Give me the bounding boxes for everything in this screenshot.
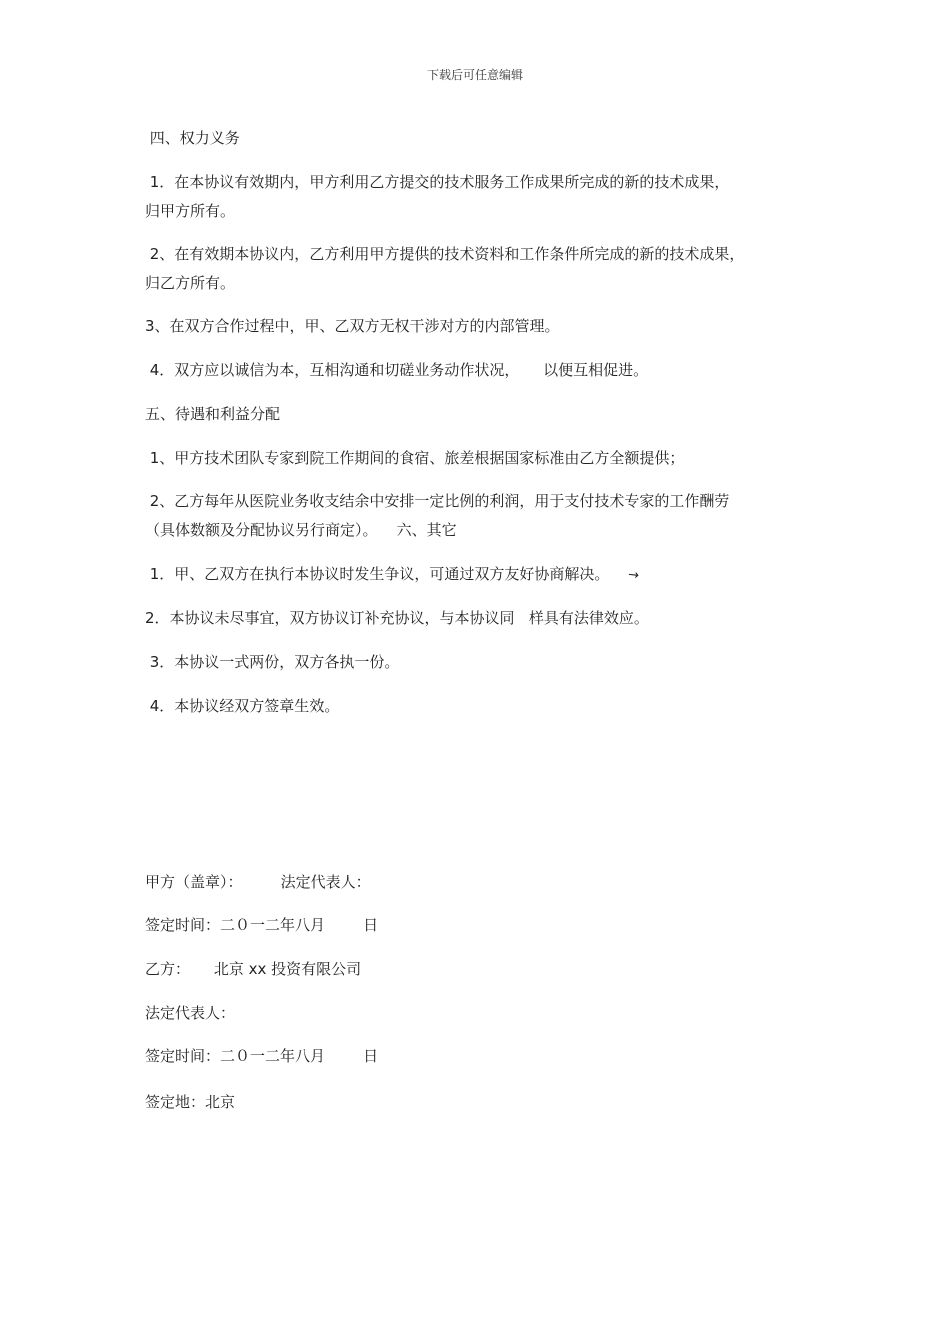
arrow-icon: →: [627, 567, 641, 584]
section-6-item-1: [145, 564, 639, 586]
section-4-item-3: 3、在双方合作过程中，甲、乙双方无权干涉对方的内部管理。: [145, 317, 560, 335]
section-4-item-2-line-1: 2、在有效期本协议内，乙方利用甲方提供的技术资料和工作条件所完成的新的技术成果，: [145, 245, 745, 263]
section-4-title: 四、权力义务: [145, 129, 240, 147]
section-6-item-1-text: 1．甲、乙双方在执行本协议时发生争议，可通过双方友好协商解决。: [145, 565, 629, 583]
sign-date-a: 签定时间：二０一二年八月 日: [145, 916, 379, 934]
section-5-item-2-line-1: 2、乙方每年从医院业务收支结余中安排一定比例的利润，用于支付技术专家的工作酬劳: [145, 492, 730, 510]
sign-place: 签定地：北京: [145, 1093, 236, 1111]
legal-representative-b: 法定代表人：: [145, 1004, 236, 1022]
section-6-item-3: 3．本协议一式两份，双方各执一份。: [145, 653, 400, 671]
section-4-item-1-line-1: 1．在本协议有效期内，甲方利用乙方提交的技术服务工作成果所完成的新的技术成果，: [145, 173, 730, 191]
party-a-line: 甲方（盖章）： 法定代表人：: [145, 873, 371, 891]
party-b-line: 乙方： 北京 xx 投资有限公司: [145, 960, 362, 978]
section-5-title: 五、待遇和利益分配: [145, 405, 281, 423]
sign-date-b: 签定时间：二０一二年八月 日: [145, 1047, 379, 1065]
section-5-item-2-line-2: （具体数额及分配协议另行商定）。 六、其它: [145, 521, 457, 539]
section-4-item-4: 4．双方应以诚信为本，互相沟通和切磋业务动作状况， 以便互相促进。: [145, 361, 649, 379]
section-6-item-4: 4．本协议经双方签章生效。: [145, 697, 340, 715]
page-header: 下载后可任意编辑: [426, 68, 523, 82]
section-5-item-1: 1、甲方技术团队专家到院工作期间的食宿、旅差根据国家标准由乙方全额提供；: [145, 449, 685, 467]
section-4-item-1-line-2: 归甲方所有。: [145, 202, 236, 220]
section-6-item-2: 2．本协议未尽事宜，双方协议订补充协议，与本协议同 样具有法律效应。: [145, 609, 649, 627]
section-4-item-2-line-2: 归乙方所有。: [145, 274, 236, 292]
